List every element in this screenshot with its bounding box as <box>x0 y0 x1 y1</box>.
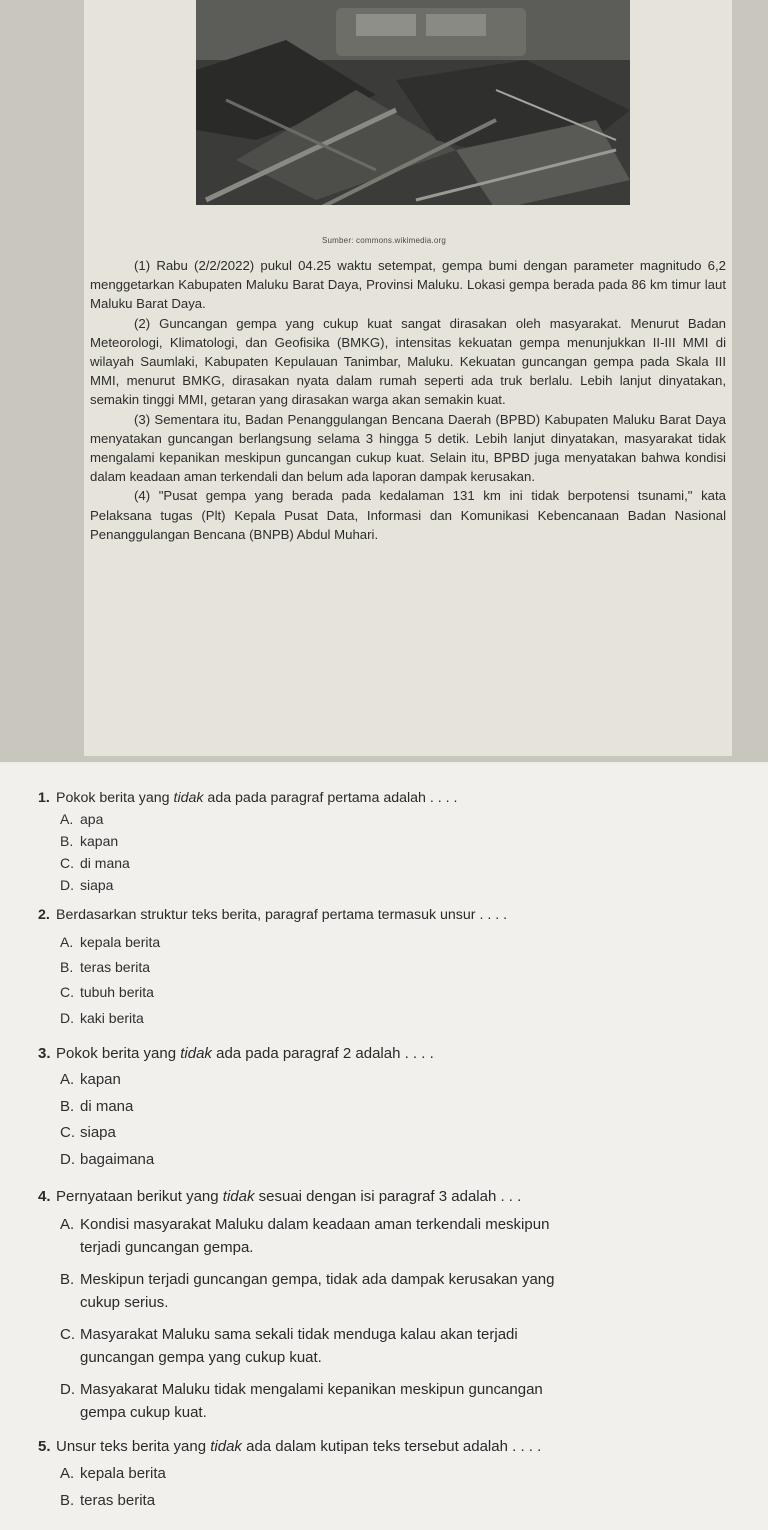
question-5-option-b[interactable]: B. teras berita <box>60 1492 156 1509</box>
question-1-option-d[interactable]: D. siapa <box>60 877 114 893</box>
paragraph-4: (4) "Pusat gempa yang berada pada kedalaman 131 km ini tidak berpotensi tsunami," kata Pelaksana tugas (Plt) Kepala Pusat Data, Informasi dan Komunikasi Kebencanaan Badan Nasional Penanggulangan Bencana (BNPB) Abdul Muhari. <box>90 488 726 542</box>
question-2-option-b[interactable]: B. teras berita <box>60 959 151 975</box>
question-3-option-c[interactable]: C. siapa <box>60 1124 116 1141</box>
paragraph-3: (3) Sementara itu, Badan Penanggulangan Bencana Daerah (BPBD) Kabupaten Maluku Barat Daya menyatakan guncangan berlangsung selama 3 hingga 5 detik. Lebih lanjut dinyatakan, masyarakat tidak mengalami kepanikan meskipun guncangan cukup kuat. Selain itu, BPBD juga menyatakan bahwa kondisi dalam keadaan aman terkendali dan belum ada laporan dampak kerusakan. <box>90 411 726 485</box>
question-2: 2. Berdasarkan struktur teks berita, paragraf pertama termasuk unsur . . . . <box>38 907 508 923</box>
question-1: 1. Pokok berita yang tidak ada pada paragraf pertama adalah . . . . <box>38 790 458 806</box>
question-3-option-b[interactable]: B. di mana <box>60 1098 134 1115</box>
question-1-option-b[interactable]: B. kapan <box>60 833 119 849</box>
photo-source: Sumber: commons.wikimedia.org <box>321 236 447 245</box>
article-text <box>90 256 726 544</box>
question-4-option-d[interactable]: D. Masyakarat Maluku tidak mengalami kepanikan meskipun guncangan gempa cukup kuat. <box>60 1381 543 1421</box>
question-4-option-a[interactable]: A. Kondisi masyarakat Maluku dalam keadaan aman terkendali meskipun terjadi guncangan gempa. <box>60 1216 550 1256</box>
question-2-option-a[interactable]: A. kepala berita <box>60 934 161 950</box>
paragraph-1: (1) Rabu (2/2/2022) pukul 04.25 waktu setempat, gempa bumi dengan parameter magnitudo 6,2 menggetarkan Kabupaten Maluku Barat Daya, Provinsi Maluku. Lokasi gempa berada pada 86 km timur laut Maluku Barat Daya. <box>90 258 726 312</box>
paragraph-2: (2) Guncangan gempa yang cukup kuat sangat dirasakan oleh masyarakat. Menurut Badan Meteorologi, Klimatologi, dan Geofisika (BMKG), intensitas kekuatan gempa menunjukkan II-III MMI di wilayah Saumlaki, Kabupaten Kepulauan Tanimbar, Maluku. Kekuatan guncangan gempa pada Skala III MMI, menurut BMKG, dirasakan nyata dalam rumah seperti ada truk berlalu. Lebih lanjut dinyatakan, semakin tinggi MMI, getaran yang dirasakan warga akan semakin kuat. <box>90 315 726 408</box>
question-1-option-a[interactable]: A. apa <box>60 811 104 827</box>
questions-page <box>0 764 768 1530</box>
earthquake-rubble-photo <box>196 0 630 218</box>
question-3: 3. Pokok berita yang tidak ada pada paragraf 2 adalah . . . . <box>38 1045 434 1062</box>
question-3-option-a[interactable]: A. kapan <box>60 1071 121 1088</box>
question-2-option-c[interactable]: C. tubuh berita <box>60 984 154 1000</box>
question-1-option-c[interactable]: C. di mana <box>60 855 130 871</box>
question-2-option-d[interactable]: D. kaki berita <box>60 1010 144 1026</box>
article-page <box>0 0 768 762</box>
question-4-option-c[interactable]: C. Masyarakat Maluku sama sekali tidak menduga kalau akan terjadi guncangan gempa yang cukup kuat. <box>60 1326 518 1366</box>
question-4: 4. Pernyataan berikut yang tidak sesuai dengan isi paragraf 3 adalah . . . <box>38 1188 522 1205</box>
question-5: 5. Unsur teks berita yang tidak ada dalam kutipan teks tersebut adalah . . . . <box>38 1438 542 1455</box>
question-3-option-d[interactable]: D. bagaimana <box>60 1151 155 1168</box>
question-4-option-b[interactable]: B. Meskipun terjadi guncangan gempa, tidak ada dampak kerusakan yang cukup serius. <box>60 1271 555 1311</box>
question-5-option-a[interactable]: A. kepala berita <box>60 1465 166 1482</box>
